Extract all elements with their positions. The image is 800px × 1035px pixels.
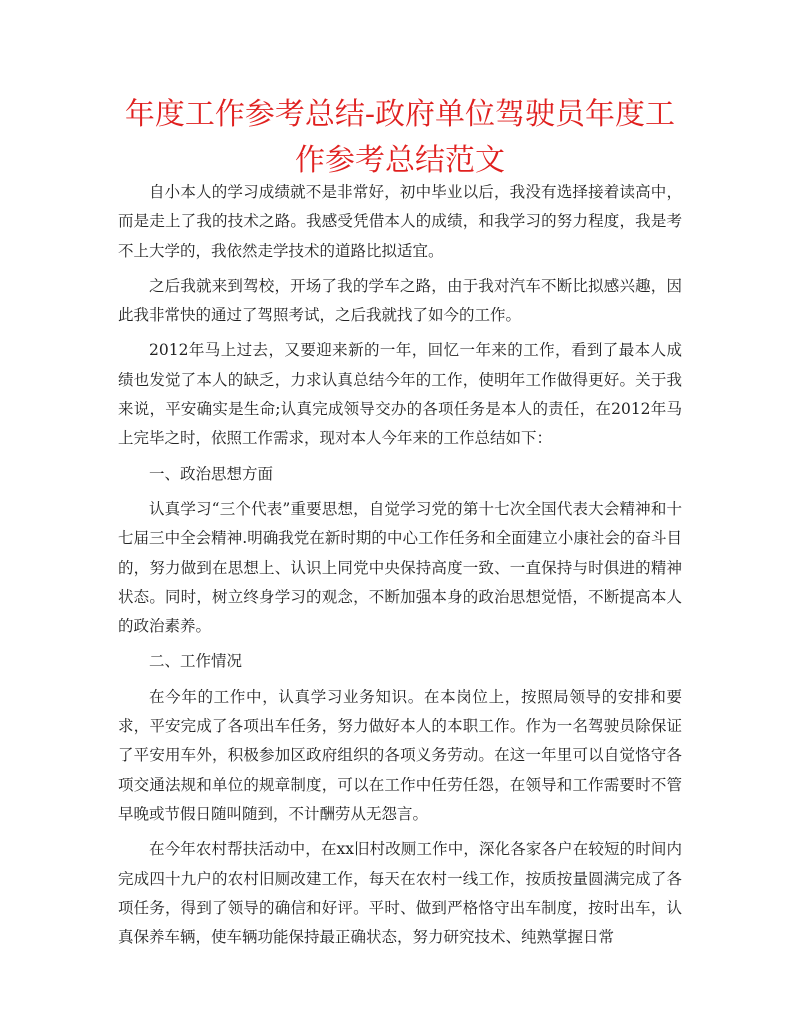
section-heading-politics: 一、政治思想方面 bbox=[149, 464, 274, 483]
section-heading-work: 二、工作情况 bbox=[149, 652, 243, 671]
paragraph-2: 之后我就来到驾校，开场了我的学车之路，由于我对汽车不断比拟感兴趣，因此我非常快的通过了驾照考试，之后我就找了如今的工作。 bbox=[118, 276, 682, 325]
document-body bbox=[118, 178, 682, 958]
paragraph-1: 自小本人的学习成绩就不是非常好，初中毕业以后，我没有选择接着读高中，而是走上了我的技术之路。我感受凭借本人的成绩，和我学习的努力程度，我是考不上大学的，我依然走学技术的道路比拟适宜。 bbox=[118, 183, 682, 260]
paragraph-6: 在今年农村帮扶活动中，在xx旧村改厕工作中，深化各家各户在较短的时间内完成四十九户的农村旧厕改建工作，每天在农村一线工作，按质按量圆满完成了各项任务，得到了领导的确信和好评。平时、做到严格恪守出车制度，按时出车，认真保养车辆，使车辆功能保持最正确状态，努力研究技术、纯熟掌握日常 bbox=[118, 840, 682, 947]
paragraph-5: 在今年的工作中，认真学习业务知识。在本岗位上，按照局领导的安排和要求，平安完成了各项出车任务，努力做好本人的本职工作。作为一名驾驶员除保证了平安用车外，积极参加区政府组织的各项义务劳动。在这一年里可以自觉恪守各项交通法规和单位的规章制度，可以在工作中任劳任怨，在领导和工作需要时不管早晚或节假日随叫随到，不计酬劳从无怨言。 bbox=[118, 687, 682, 823]
paragraph-4: 认真学习“三个代表”重要思想，自觉学习党的第十七次全国代表大会精神和十七届三中全会精神.明确我党在新时期的中心工作任务和全面建立小康社会的奋斗目的，努力做到在思想上、认识上同党中央保持高度一致、一直保持与时俱进的精神状态。同时，树立终身学习的观念，不断加强本身的政治思想觉悟，不断提高本人的政治素养。 bbox=[118, 499, 682, 636]
paragraph-3: 2012年马上过去，又要迎来新的一年，回忆一年来的工作，看到了最本人成绩也发觉了本人的缺乏，力求认真总结今年的工作，使明年工作做得更好。关于我来说，平安确实是生命;认真完成领导交办的各项任务是本人的责任，在2012年马上完毕之时，依照工作需求，现对本人今年来的工作总结如下： bbox=[118, 341, 682, 448]
document-title: 年度工作参考总结-政府单位驾驶员年度工作参考总结范文 bbox=[124, 97, 676, 178]
